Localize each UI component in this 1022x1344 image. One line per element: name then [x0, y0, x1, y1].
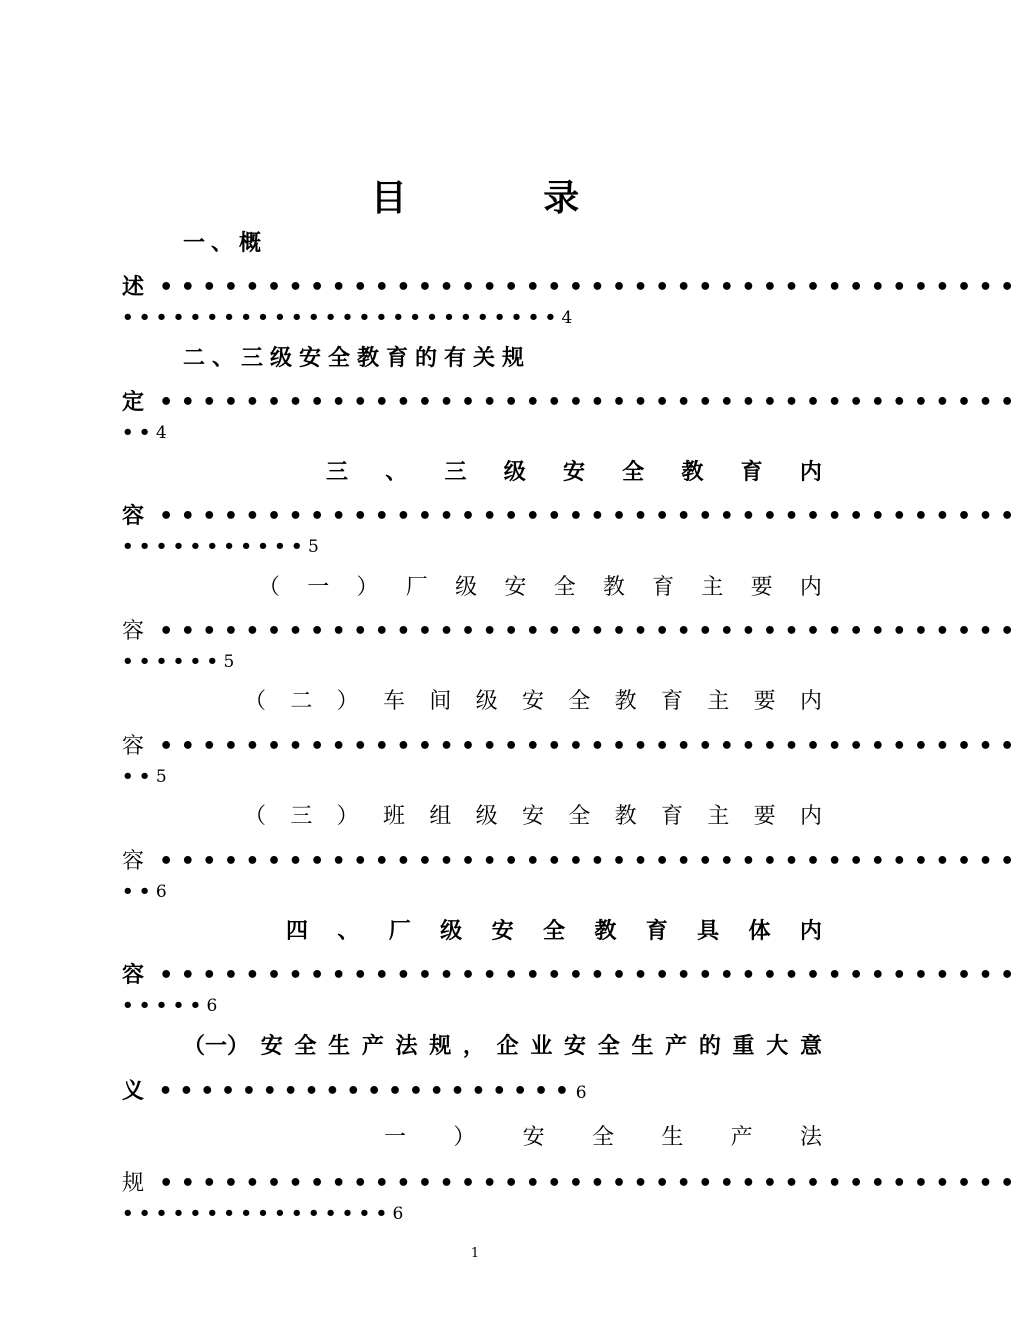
- toc-heading-char: 育: [645, 919, 668, 944]
- toc-entry-1-head: 一、概: [183, 231, 268, 256]
- toc-heading-char: 体: [748, 919, 771, 944]
- toc-entry-3-head: [326, 455, 822, 486]
- toc-heading-char: 育: [652, 575, 675, 600]
- toc-entry-5-dots: ••5: [122, 766, 167, 787]
- toc-heading-char: 安: [564, 1034, 587, 1059]
- toc-entry-8-head: [183, 1029, 822, 1060]
- toc-heading-char: 级: [455, 575, 478, 600]
- toc-entry-7-page: 6: [206, 996, 218, 1016]
- toc-heading-char: 要: [750, 575, 773, 600]
- toc-heading-char: 大: [766, 1034, 789, 1059]
- toc-heading-char: 教: [614, 804, 637, 829]
- toc-heading-char: 教: [681, 460, 704, 485]
- toc-entry-9-dots: ••••••••••••••••6: [122, 1203, 404, 1224]
- toc-heading-char: ）: [453, 1125, 476, 1150]
- toc-heading-char: 企: [496, 1034, 519, 1059]
- toc-heading-char: 一: [384, 1125, 407, 1150]
- toc-heading-char: 三: [326, 460, 349, 485]
- toc-heading-char: 全: [294, 1034, 317, 1059]
- toc-heading-char: 产: [361, 1034, 384, 1059]
- toc-heading-char: 安: [491, 919, 514, 944]
- toc-heading-char: 法: [395, 1034, 418, 1059]
- toc-entry-4-tail: 容: [122, 619, 145, 644]
- toc-heading-char: 级: [503, 460, 526, 485]
- toc-heading-char: 二: [290, 689, 313, 714]
- toc-title: 目 录: [370, 178, 642, 219]
- toc-heading-char: ）: [356, 575, 379, 600]
- toc-entry-8-leader: 义 ••••••••••••••••••••6: [122, 1079, 587, 1104]
- toc-heading-char: 内: [799, 804, 822, 829]
- toc-entry-4-page: 5: [223, 652, 235, 672]
- toc-entry-2-leader: 定 ••••••••••••••••••••••••••••••••••••••••: [122, 390, 1022, 415]
- toc-entry-3-page: 5: [307, 537, 319, 557]
- toc-heading-char: 级: [440, 919, 463, 944]
- toc-heading-char: 内: [799, 575, 822, 600]
- toc-heading-char: ，: [462, 1034, 485, 1059]
- toc-heading-char: 教: [594, 919, 617, 944]
- toc-heading-char: 全: [542, 919, 565, 944]
- toc-heading-char: 一: [307, 575, 330, 600]
- toc-heading-char: 安: [521, 804, 544, 829]
- toc-heading-char: 、: [337, 919, 360, 944]
- toc-entry-1-leader: 述 ••••••••••••••••••••••••••••••••••••••••: [122, 275, 1022, 300]
- toc-entry-3-tail: 容: [122, 504, 145, 529]
- toc-entry-6-page: 6: [155, 882, 167, 902]
- toc-entry-2-head: 二、三级安全教育的有关规: [183, 346, 532, 371]
- toc-entry-7-tail: 容: [122, 963, 145, 988]
- toc-heading-char: 意: [799, 1034, 822, 1059]
- toc-heading-char: 规: [429, 1034, 452, 1059]
- toc-entry-6-leader: 容 ••••••••••••••••••••••••••••••••••••••••: [122, 849, 1022, 874]
- toc-heading-char: 主: [707, 689, 730, 714]
- toc-heading-char: 、: [385, 460, 408, 485]
- toc-entry-9-tail: 规: [122, 1171, 145, 1196]
- toc-heading-char: 全: [568, 689, 591, 714]
- toc-entry-4-dots: ••••••5: [122, 651, 235, 672]
- toc-heading-char: 三: [444, 460, 467, 485]
- toc-heading-char: 要: [753, 689, 776, 714]
- toc-heading-char: 育: [740, 460, 763, 485]
- toc-heading-char: 安: [260, 1034, 283, 1059]
- toc-heading-char: 组: [429, 804, 452, 829]
- toc-entry-5-leader: 容 ••••••••••••••••••••••••••••••••••••••••: [122, 734, 1022, 759]
- toc-entry-4-head: [258, 570, 822, 601]
- toc-heading-char: 主: [701, 575, 724, 600]
- toc-entry-5-tail: 容: [122, 734, 145, 759]
- toc-entry-1-tail: 述: [122, 275, 145, 300]
- toc-entry-7-head: [286, 914, 822, 945]
- toc-entry-1-dots: ••••••••••••••••••••••••••4: [122, 307, 573, 328]
- toc-heading-char: 要: [753, 804, 776, 829]
- toc-entry-9-head: [384, 1120, 822, 1151]
- toc-heading-char: 生: [661, 1125, 684, 1150]
- toc-heading-char: 安: [521, 689, 544, 714]
- toc-heading-char: 安: [504, 575, 527, 600]
- toc-entry-2-tail: 定: [122, 390, 145, 415]
- toc-heading-char: 全: [568, 804, 591, 829]
- toc-heading-char: 班: [382, 804, 405, 829]
- toc-entry-5-page: 5: [155, 767, 167, 787]
- toc-entry-3-dots: •••••••••••5: [122, 536, 319, 557]
- toc-heading-char: 厂: [388, 919, 411, 944]
- page-number: 1: [470, 1246, 480, 1261]
- toc-heading-char: 内: [799, 460, 822, 485]
- toc-heading-char: （: [258, 575, 281, 600]
- toc-heading-char: 三: [290, 804, 313, 829]
- toc-entry-6-tail: 容: [122, 849, 145, 874]
- toc-heading-char: 厂: [405, 575, 428, 600]
- toc-entry-5-head: [244, 684, 822, 715]
- toc-heading-char: （: [244, 804, 267, 829]
- toc-heading-char: 育: [660, 689, 683, 714]
- toc-entry-2-dots: ••4: [122, 422, 167, 443]
- toc-heading-char: 全: [597, 1034, 620, 1059]
- toc-heading-char: 产: [730, 1125, 753, 1150]
- toc-heading-char: 法: [799, 1125, 822, 1150]
- toc-heading-char: ）: [336, 689, 359, 714]
- toc-heading-char: 育: [660, 804, 683, 829]
- toc-entry-7-leader: 容 ••••••••••••••••••••••••••••••••••••••••: [122, 963, 1022, 988]
- toc-heading-char: 内: [799, 919, 822, 944]
- toc-heading-char: （: [244, 689, 267, 714]
- toc-entry-1-page: 4: [561, 308, 573, 328]
- toc-heading-char: 重: [732, 1034, 755, 1059]
- toc-heading-char: 全: [591, 1125, 614, 1150]
- toc-heading-char: 四: [286, 919, 309, 944]
- toc-heading-char: （一）: [183, 1034, 250, 1059]
- toc-heading-char: 主: [707, 804, 730, 829]
- toc-entry-9-leader: 规 ••••••••••••••••••••••••••••••••••••••••: [122, 1171, 1022, 1196]
- toc-heading-char: 生: [328, 1034, 351, 1059]
- toc-heading-char: 教: [602, 575, 625, 600]
- toc-entry-8-tail: 义: [122, 1079, 145, 1104]
- toc-heading-char: 教: [614, 689, 637, 714]
- toc-heading-char: 全: [553, 575, 576, 600]
- toc-entry-3-leader: 容 ••••••••••••••••••••••••••••••••••••••••: [122, 504, 1022, 529]
- toc-entry-9-page: 6: [392, 1204, 404, 1224]
- toc-heading-char: 车: [382, 689, 405, 714]
- toc-heading-char: 级: [475, 804, 498, 829]
- toc-entry-2-page: 4: [155, 423, 167, 443]
- toc-entry-4-leader: 容 ••••••••••••••••••••••••••••••••••••••••: [122, 619, 1022, 644]
- toc-heading-char: 产: [665, 1034, 688, 1059]
- toc-entry-6-head: [244, 799, 822, 830]
- toc-heading-char: 具: [697, 919, 720, 944]
- toc-heading-char: 业: [530, 1034, 553, 1059]
- toc-heading-char: ）: [336, 804, 359, 829]
- toc-entry-6-dots: ••6: [122, 881, 167, 902]
- toc-heading-char: 的: [698, 1034, 721, 1059]
- toc-heading-char: 级: [475, 689, 498, 714]
- toc-heading-char: 安: [522, 1125, 545, 1150]
- toc-heading-char: 内: [799, 689, 822, 714]
- toc-heading-char: 生: [631, 1034, 654, 1059]
- toc-entry-7-dots: •••••6: [122, 995, 218, 1016]
- toc-heading-char: 全: [622, 460, 645, 485]
- toc-heading-char: 间: [429, 689, 452, 714]
- toc-heading-char: 安: [562, 460, 585, 485]
- toc-entry-8-page: 6: [575, 1083, 587, 1103]
